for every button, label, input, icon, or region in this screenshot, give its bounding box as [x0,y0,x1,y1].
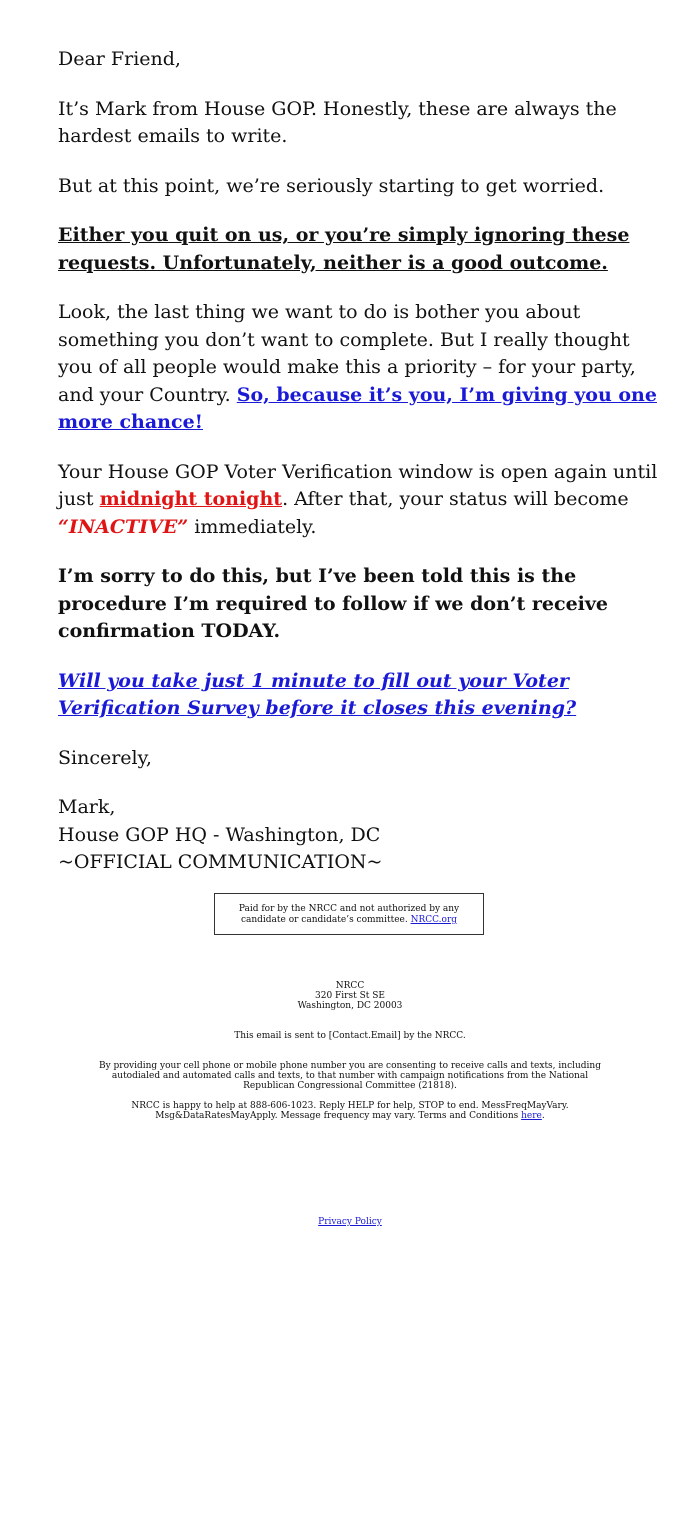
privacy-footer [90,1217,610,1227]
survey-cta-link[interactable]: Will you take just 1 minute to fill out your Voter Verification Survey before it closes this evening? [58,669,577,719]
terms-here-link[interactable]: here [521,1111,542,1121]
signature [58,794,658,877]
sms-consent-notice: By providing your cell phone or mobile phone number you are consenting to receive calls and texts, including autodialed and automated calls and texts, to that number with campaign notifications from the National Republican Congressional Committee (21818). [98,1061,601,1091]
deadline-text-c: immediately. [188,515,317,538]
procedure-paragraph: I’m sorry to do this, but I’ve been told this is the procedure I’m required to follow if we don’t receive confirmation TODAY. [58,565,609,642]
nrcc-org-link[interactable]: NRCC.org [410,915,458,925]
footer-org: NRCC [335,981,365,991]
sent-to-notice: This email is sent to [Contact.Email] by the NRCC. [234,1031,466,1041]
signature-name: Mark, [58,796,116,818]
deadline-paragraph [58,459,658,542]
midnight-tonight-link[interactable]: midnight tonight [99,488,283,510]
inactive-status: “INACTIVE” [58,515,189,538]
cta-paragraph [58,668,658,723]
privacy-policy-link[interactable]: Privacy Policy [318,1217,382,1227]
one-more-chance-link[interactable]: So, because it’s you, I’m giving you one more chance! [58,383,657,433]
footer-street: 320 First St SE [315,991,385,1001]
chance-text: Look, the last thing we want to do is bother you about something you don’t want to complete. But I really thought you of all people would make this a priority – for your party, and your Country. [58,301,636,406]
deadline-text-a: Your House GOP Voter Verification window is open again until just [58,460,658,510]
footer-city: Washington, DC 20003 [297,1001,403,1011]
disclaimer-text: Paid for by the NRCC and not authorized by any candidate or candidate’s committee. [238,904,460,925]
warning-paragraph: Either you quit on us, or you’re simply ignoring these requests. Unfortunately, neither is a good outcome. [58,224,630,274]
help-end: . [541,1111,545,1121]
worried-paragraph: But at this point, we’re seriously starting to get worried. [58,174,605,197]
chance-paragraph [58,299,658,437]
paid-for-disclaimer [214,893,484,935]
help-notice [90,1101,610,1121]
signature-org: House GOP HQ - Washington, DC [58,823,381,846]
help-text: NRCC is happy to help at 888-606-1023. Reply HELP for help, STOP to end. MessFreqMayVary. Msg&DataRatesMayApply. Message frequency may vary. Terms and Conditions [131,1101,569,1121]
closing: Sincerely, [58,746,152,769]
greeting: Dear Friend, [58,48,181,70]
intro-paragraph: It’s Mark from House GOP. Honestly, these are always the hardest emails to write. [58,97,617,147]
signature-official: ~OFFICIAL COMMUNICATION~ [58,851,383,873]
mailing-address [90,981,610,1011]
deadline-text-b: . After that, your status will become [282,488,629,510]
email-body [58,46,658,899]
